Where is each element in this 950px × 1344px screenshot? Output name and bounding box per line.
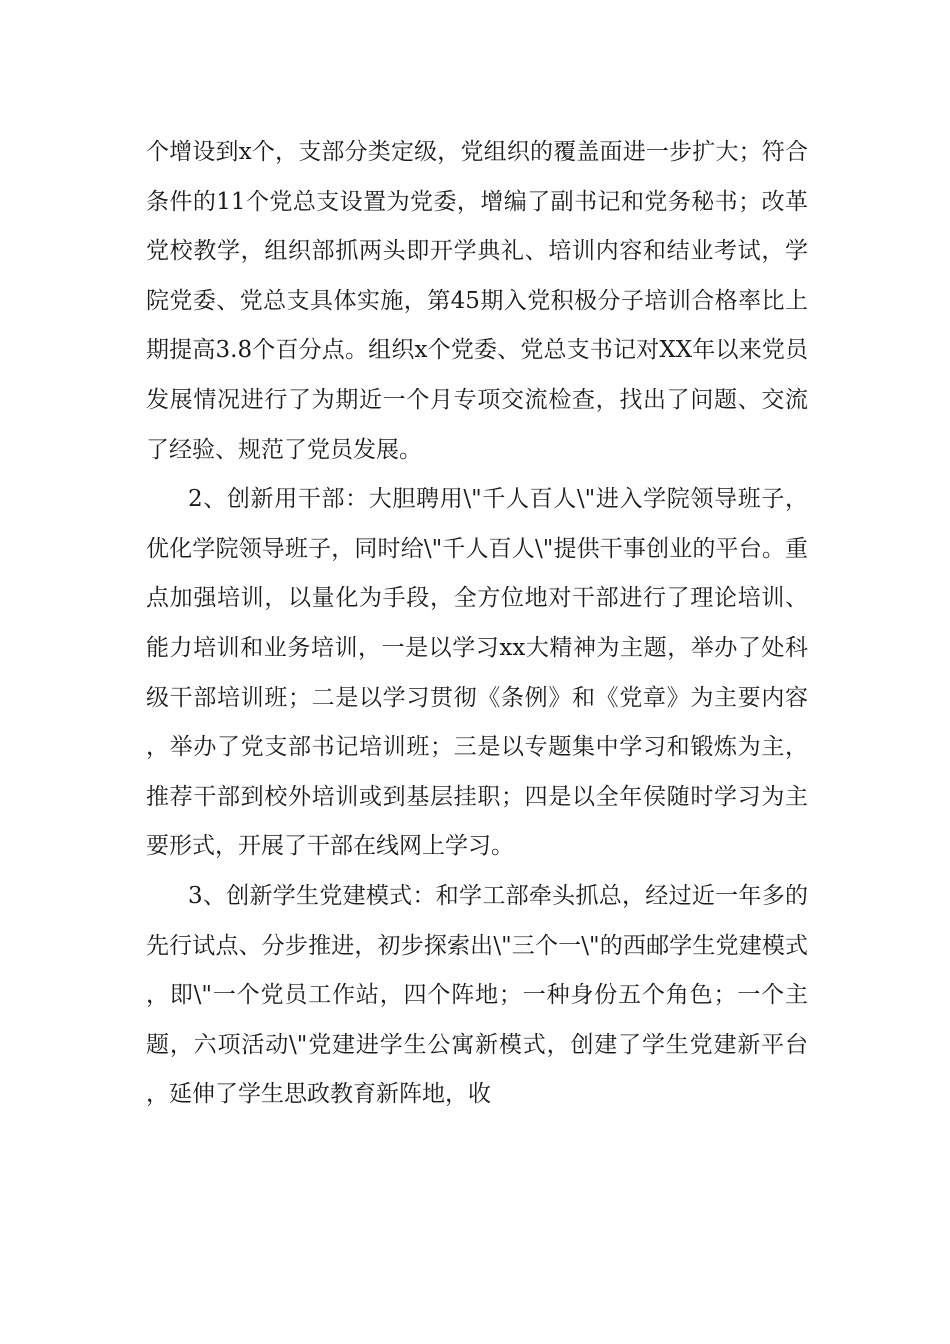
paragraph-innovate-cadres: 2、创新用干部：大胆聘用\"千人百人\"进入学院领导班子，优化学院领导班子，同时给\"千人百人\"提供干事创业的平台。重点加强培训，以量化为手段，全方位地对干部进行了理论培训、能力培训和业务培训，一是以学习xx大精神为主题，举办了处科级干部培训班；二是以学习贯彻《条例》和《党章》为主要内容，举办了党支部书记培训班；三是以专题集中学习和锻炼为主，推荐干部到校外培训或到基层挂职；四是以全年侯随时学习为主要形式，开展了干部在线网上学习。 (146, 486, 808, 860)
paragraph-continued: 个增设到x个，支部分类定级，党组织的覆盖面进一步扩大；符合条件的11个党总支设置为党委，增编了副书记和党务秘书；改革党校教学，组织部抓两头即开学典礼、培训内容和结业考试，学院党委、党总支具体实施，第45期入党积极分子培训合格率比上期提高3.8个百分点。组织x个党委、党总支书记对XX年以来党员发展情况进行了为期近一个月专项交流检查，找出了问题、交流了经验、规范了党员发展。 (146, 139, 808, 463)
body-text (146, 128, 808, 1120)
paragraph-student-party-building: 3、创新学生党建模式：和学工部牵头抓总，经过近一年多的先行试点、分步推进，初步探索出\"三个一\"的西邮学生党建模式，即\"一个党员工作站，四个阵地；一种身份五个角色；一个主题，六项活动\"党建进学生公寓新模式，创建了学生党建新平台，延伸了学生思政教育新阵地，收 (146, 882, 808, 1108)
